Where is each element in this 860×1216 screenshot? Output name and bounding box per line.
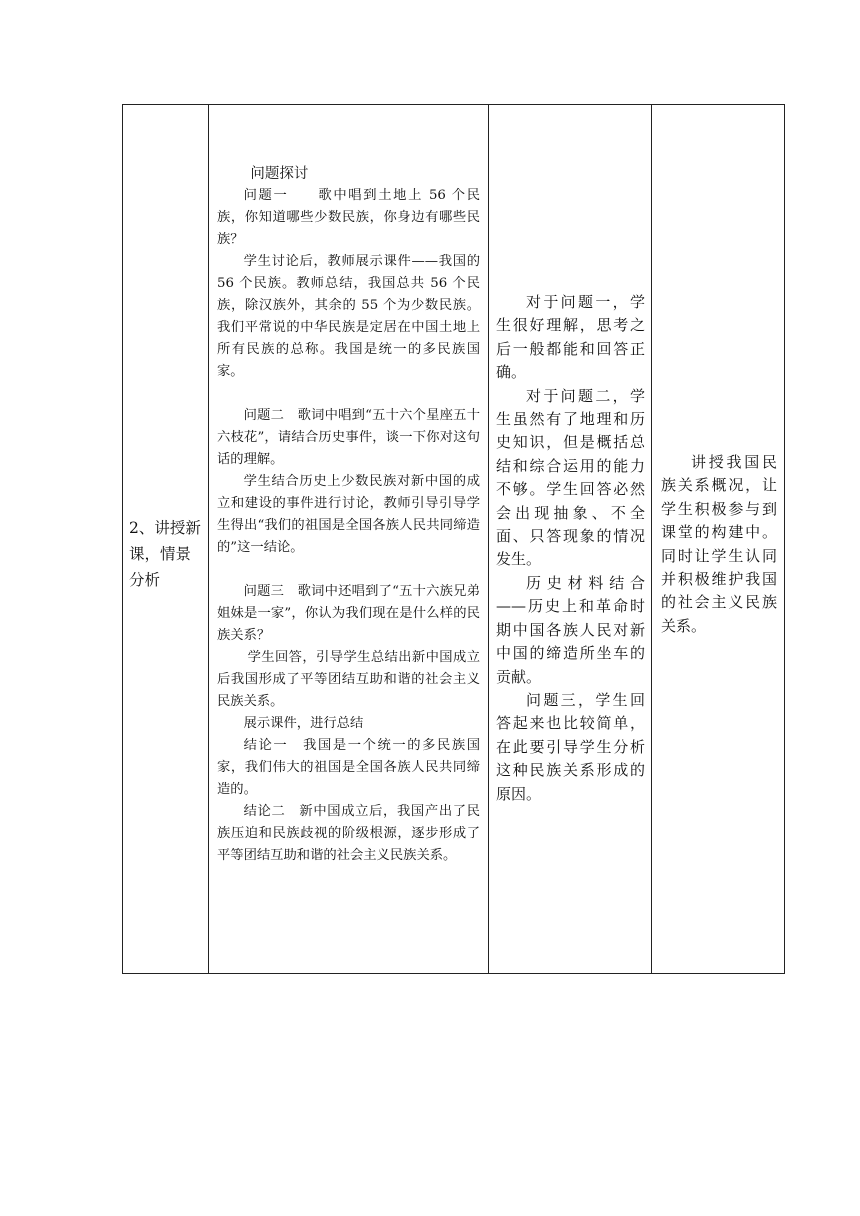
conclusion-two: 结论二 新中国成立后，我国产出了民族压迫和民族歧视的阶级根源，逐步形成了平等团结互助和谐的社会主义民族关系。 [217,804,480,863]
activity-question-two: 对于问题二，学生虽然有了地理和历史知识，但是概括总结和综合运用的能力不够。学生回答必然会出现抽象、不全面、只答现象的情况发生。 [496,386,645,569]
design-intent-cell [652,105,785,974]
activity-question-one: 对于问题一，学生很好理解，思考之后一般都能和回答正确。 [496,293,645,382]
table-row [123,105,785,974]
question-two: 问题二 歌词中唱到“五十六个星座五十六枝花”，请结合历史事件，谈一下你对这句话的理解。 [217,408,480,467]
section-label: 2、讲授新课，情景分析 [129,519,201,589]
activity-history-material: 历史材料结合——历史上和革命时期中国各族人民对新中国的缔造所坐车的贡献。 [496,573,645,686]
lesson-table [122,104,785,974]
question-one: 问题一 歌中唱到土地上 56 个民族，你知道哪些少数民族，你身边有哪些民族？ [217,188,480,247]
design-intent-text: 讲授我国民族关系概况，让学生积极参与到课堂的构建中。同时让学生认同并积极维护我国的社会主义民族关系。 [661,453,777,635]
teaching-content [217,163,480,867]
summary-intro: 展示课件，进行总结 [243,716,364,731]
question-two-discussion: 学生结合历史上少数民族对新中国的成立和建设的事件进行讨论，教师引导引导学生得出“我们的祖国是全国各族人民共同缔造的”这一结论。 [217,474,480,555]
teaching-content-cell [209,105,489,974]
design-intent [661,451,777,638]
question-three-answer: 学生回答，引导学生总结出新中国成立后我国形成了平等团结互助和谐的社会主义民族关系。 [217,650,480,709]
conclusion-one: 结论一 我国是一个统一的多民族国家，我们伟大的祖国是全国各族人民共同缔造的。 [217,738,480,797]
student-activity-cell [489,105,652,974]
question-three: 问题三 歌词中还唱到了“五十六族兄弟姐妹是一家”，你认为我们现在是什么样的民族关系？ [217,584,480,643]
discussion-title: 问题探讨 [250,166,309,182]
student-activity [496,291,645,806]
section-cell [123,105,209,974]
activity-question-three: 问题三，学生回答起来也比较简单，在此要引导学生分析这种民族关系形成的原因。 [496,690,645,803]
question-one-discussion: 学生讨论后，教师展示课件——我国的 56 个民族。教师总结，我国总共 56 个民族，除汉族外，其余的 55 个为少数民族。我们平常说的中华民族是定居在中国土地上所有民族的总称。我国是统一的多民族国家。 [217,254,480,379]
